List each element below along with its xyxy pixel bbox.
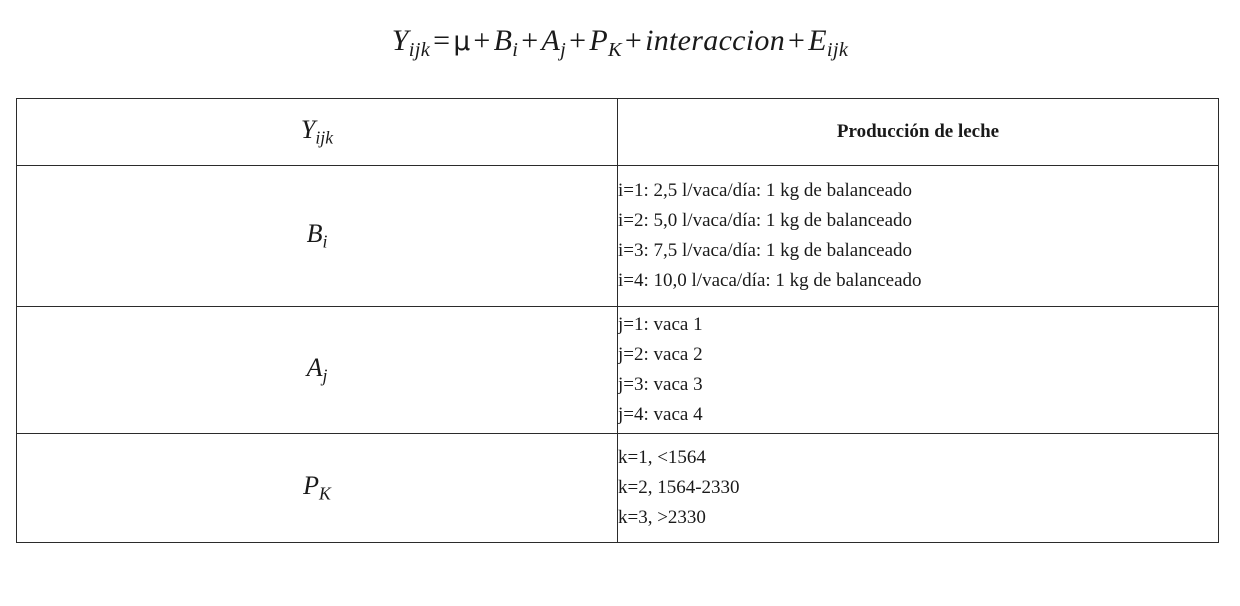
formula-period-term: $P_K$ bbox=[589, 24, 622, 62]
header-term-cell: $Y_{ijk}$ bbox=[17, 99, 618, 166]
formula-plus-4: + bbox=[624, 24, 643, 57]
table-row bbox=[17, 166, 1219, 307]
row-term-animal: $A_j$ bbox=[17, 307, 618, 434]
description-line: i=2: 5,0 l/vaca/día: 1 kg de balanceado bbox=[618, 210, 913, 232]
formula-plus-3: + bbox=[569, 24, 587, 57]
header-description-cell: Producción de leche bbox=[618, 99, 1219, 166]
statistical-model-formula bbox=[0, 0, 1240, 62]
formula-response-term: $Y_{ijk}$ bbox=[391, 24, 431, 62]
description-line: j=3: vaca 3 bbox=[618, 374, 703, 396]
formula-plus-1: + bbox=[473, 24, 491, 57]
formula-plus-5: + bbox=[788, 24, 806, 57]
description-line: j=2: vaca 2 bbox=[618, 344, 703, 366]
row-description-period bbox=[618, 434, 1219, 543]
description-line: k=1, <1564 bbox=[618, 447, 706, 469]
description-line: j=4: vaca 4 bbox=[618, 404, 703, 426]
formula-block-term: $B_i$ bbox=[493, 24, 519, 62]
description-line: j=1: vaca 1 bbox=[618, 314, 703, 336]
row-term-block: $B_i$ bbox=[17, 166, 618, 307]
table-row bbox=[17, 434, 1219, 543]
description-line: i=3: 7,5 l/vaca/día: 1 kg de balanceado bbox=[618, 240, 913, 262]
table-row bbox=[17, 307, 1219, 434]
formula-interaction-term: interaccion bbox=[645, 24, 786, 57]
description-line: i=4: 10,0 l/vaca/día: 1 kg de balanceado bbox=[618, 270, 922, 292]
description-line: k=3, >2330 bbox=[618, 507, 706, 529]
formula-mu: μ bbox=[453, 26, 471, 57]
model-terms-table bbox=[16, 98, 1219, 543]
description-line: k=2, 1564-2330 bbox=[618, 477, 740, 499]
formula-animal-term: $A_j$ bbox=[541, 24, 567, 62]
row-term-period: $P_K$ bbox=[17, 434, 618, 543]
formula-error-term: $E_{ijk}$ bbox=[808, 24, 849, 62]
table-header-row bbox=[17, 99, 1219, 166]
formula-plus-2: + bbox=[521, 24, 539, 57]
formula-equals: = bbox=[433, 24, 451, 57]
description-line: i=1: 2,5 l/vaca/día: 1 kg de balanceado bbox=[618, 180, 913, 202]
row-description-animal bbox=[618, 307, 1219, 434]
row-description-block bbox=[618, 166, 1219, 307]
